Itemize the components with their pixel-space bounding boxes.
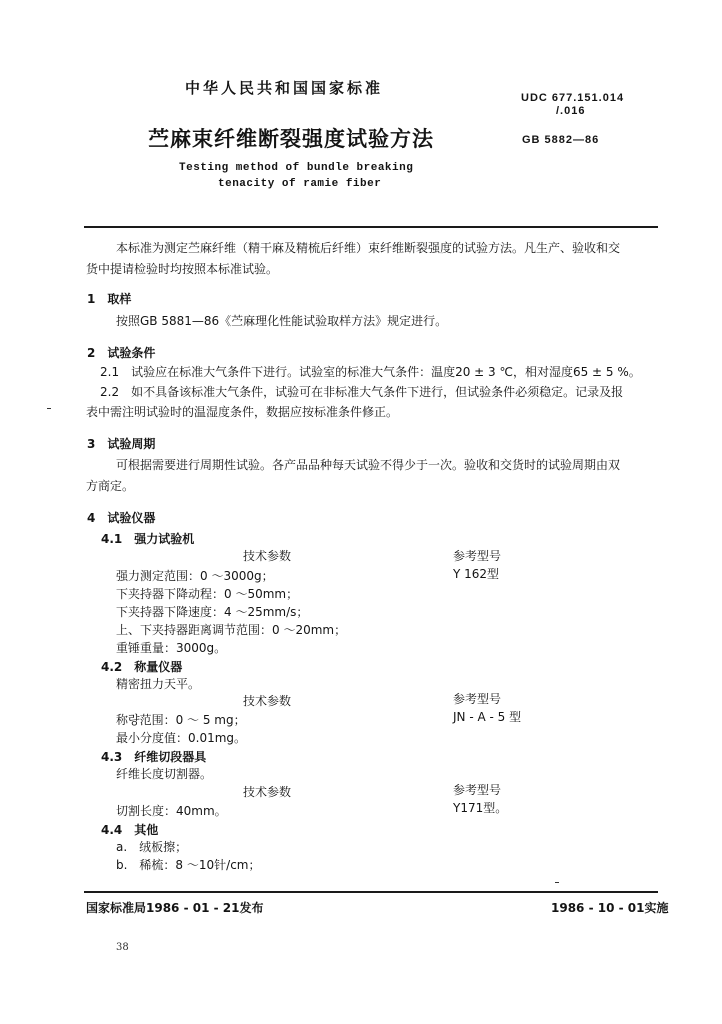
udc-code: UDC 677.151.014 xyxy=(521,92,625,104)
scan-mark xyxy=(555,882,559,883)
section-4-4-item-a: a. 绒板擦； xyxy=(116,840,188,854)
scan-mark xyxy=(47,408,51,409)
gb-standard-number: GB 5882—86 xyxy=(522,134,600,146)
document-title-en-line1: Testing method of bundle breaking xyxy=(179,162,414,174)
standard-category-title: 中华人民共和国国家标准 xyxy=(185,79,384,97)
section-4-2-params-header: 技术参数 xyxy=(243,694,292,708)
section-4-1-item: 强力测定范围：0 ～3000g； xyxy=(116,569,274,583)
section-4-3-model: Y171型。 xyxy=(453,801,508,815)
section-4-3-params-header: 技术参数 xyxy=(243,785,292,799)
section-4-1-model: Y 162型 xyxy=(453,567,500,581)
section-3-heading: 3 试验周期 xyxy=(87,437,156,451)
section-4-3-desc: 纤维长度切割器。 xyxy=(116,767,213,781)
section-4-2-item: 最小分度值：0.01mg。 xyxy=(116,731,247,745)
section-2-1-text: 2.1 试验应在标准大气条件下进行。试验室的标准大气条件：温度20 ± 3 ℃，相对湿度65 ± 5 %。 xyxy=(100,365,641,379)
section-4-1-item: 下夹持器下降动程：0 ～50mm； xyxy=(116,587,299,601)
section-2-2-line-2: 表中需注明试验时的温湿度条件，数据应按标准条件修正。 xyxy=(86,405,399,419)
section-4-4-item-b: b. 稀梳：8 ～10针/cm； xyxy=(116,858,261,872)
section-4-1-item: 重锤重量：3000g。 xyxy=(116,641,227,655)
section-4-4-heading: 4.4 其他 xyxy=(101,823,159,837)
effective-date: 1986 - 10 - 01实施 xyxy=(551,901,669,915)
section-4-heading: 4 试验仪器 xyxy=(87,511,156,525)
section-4-2-heading: 4.2 称量仪器 xyxy=(101,660,183,674)
issue-date: 国家标准局1986 - 01 - 21发布 xyxy=(86,901,264,915)
section-2-2-line-1: 2.2 如不具备该标准大气条件，试验可在非标准大气条件下进行，但试验条件必须稳定。记录及报 xyxy=(100,385,624,399)
section-4-1-params-header: 技术参数 xyxy=(243,549,292,563)
section-1-heading: 1 取样 xyxy=(87,292,132,306)
section-4-1-item: 上、下夹持器距离调节范围：0 ～20mm； xyxy=(116,623,347,637)
section-1-text: 按照GB 5881—86《苎麻理化性能试验取样方法》规定进行。 xyxy=(116,314,448,328)
document-title-en-line2: tenacity of ramie fiber xyxy=(218,178,382,190)
page-number: 38 xyxy=(116,942,129,953)
section-4-2-item: 称량范围：0 ～ 5 mg； xyxy=(116,713,246,727)
section-4-1-model-header: 参考型号 xyxy=(453,549,502,563)
section-4-1-heading: 4.1 强力试验机 xyxy=(101,532,195,546)
document-title-cn: 苎麻束纤维断裂强度试验方法 xyxy=(148,127,434,151)
section-4-3-heading: 4.3 纤维切段器具 xyxy=(101,750,207,764)
section-4-2-desc: 精密扭力天平。 xyxy=(116,677,201,691)
section-4-2-model-header: 参考型号 xyxy=(453,692,502,706)
section-2-heading: 2 试验条件 xyxy=(87,346,156,360)
section-4-3-item: 切割长度：40mm。 xyxy=(116,804,227,818)
footer-divider xyxy=(84,891,658,893)
section-4-2-model: JN - A - 5 型 xyxy=(453,710,522,724)
section-3-line-2: 方商定。 xyxy=(86,479,135,493)
section-3-line-1: 可根据需要进行周期性试验。各产品品种每天试验不得少于一次。验收和交货时的试验周期由双 xyxy=(116,458,621,472)
section-4-1-item: 下夹持器下降速度：4 ～25mm/s； xyxy=(116,605,309,619)
udc-code-suffix: /.016 xyxy=(556,105,586,117)
header-divider xyxy=(84,226,658,228)
intro-line-1: 本标准为测定苎麻纤维（精干麻及精梳后纤维）束纤维断裂强度的试验方法。凡生产、验收和交 xyxy=(116,241,621,255)
section-4-3-model-header: 参考型号 xyxy=(453,783,502,797)
intro-line-2: 货中提请检验时均按照本标准试验。 xyxy=(86,262,279,276)
